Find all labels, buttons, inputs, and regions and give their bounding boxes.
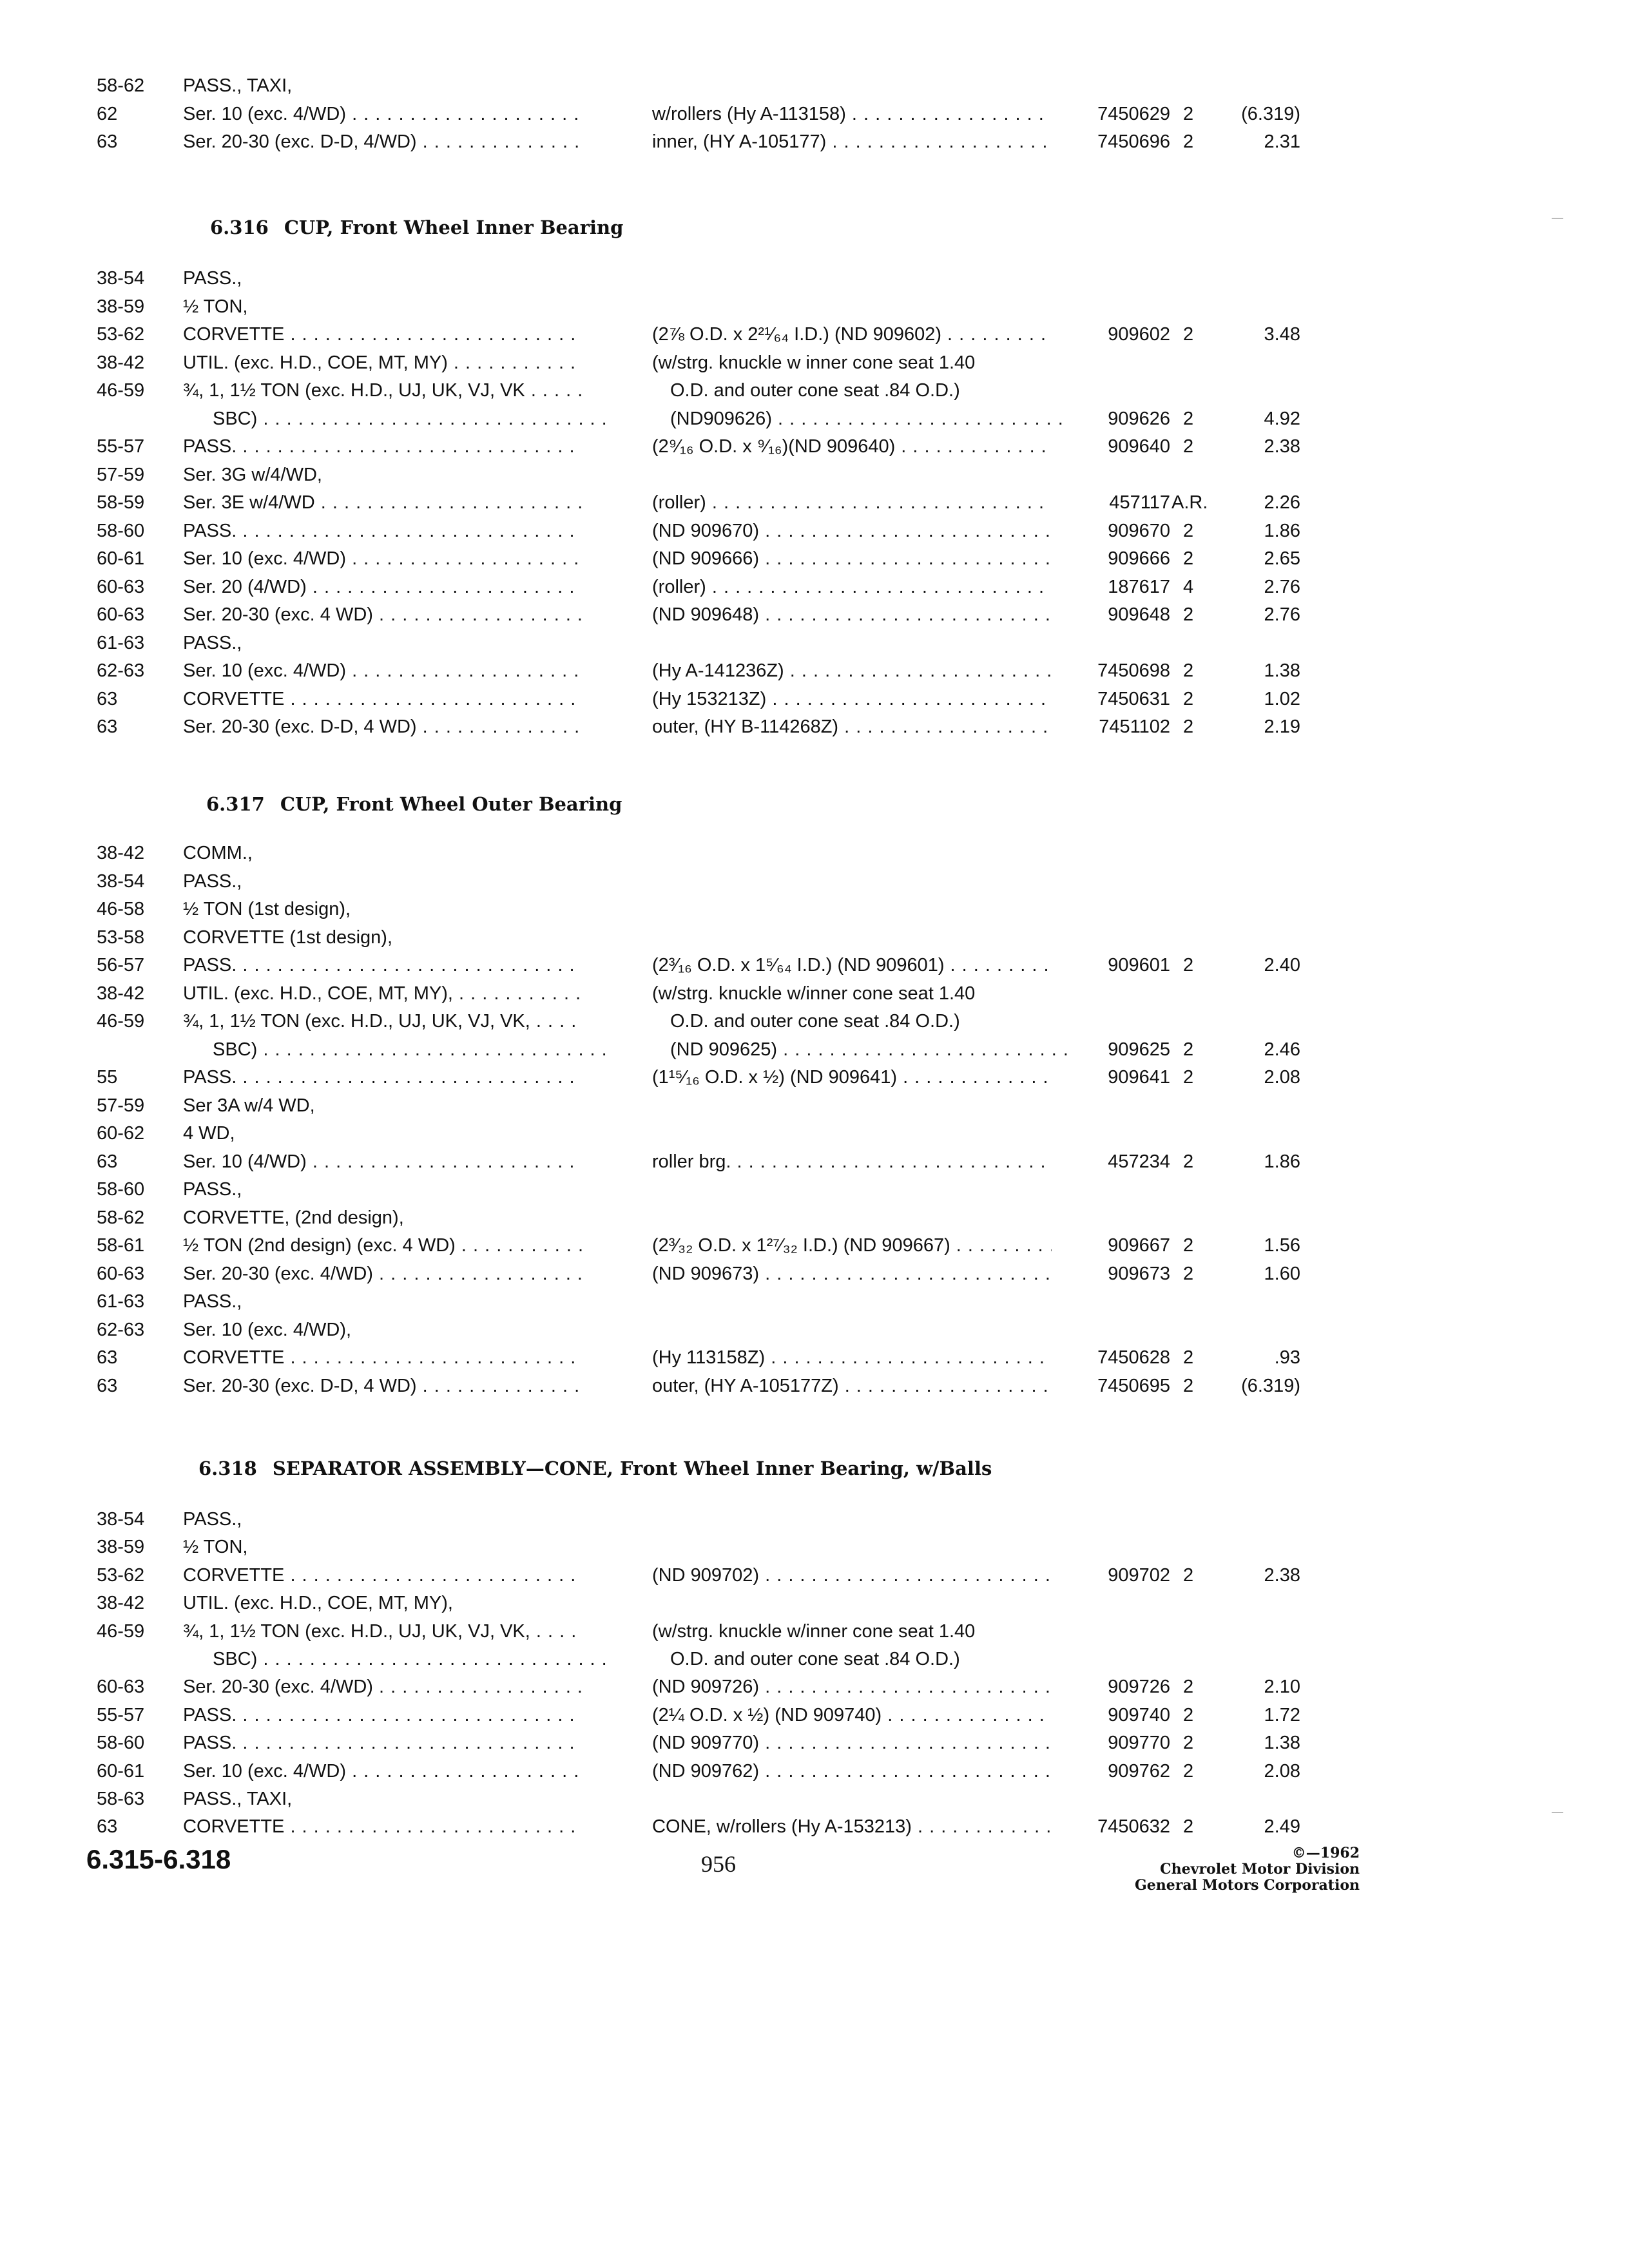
description: (2¼ O.D. x ½) (ND 909740) . . . [652, 1702, 1052, 1730]
continuation-section [0, 72, 1629, 157]
section-6316-table [0, 265, 1629, 742]
quantity: 2 [1183, 1151, 1194, 1172]
price: 3.48 [1264, 324, 1300, 345]
quantity: 2 [1183, 1375, 1194, 1396]
application: Ser. 20-30 (exc. D-D, 4 WD) . . . [183, 713, 583, 742]
part-number: 7450696 [1097, 131, 1170, 152]
parts-row [0, 1092, 1629, 1120]
quantity: 2 [1183, 716, 1194, 737]
part-number: 7450632 [1097, 1816, 1170, 1838]
section-title: SEPARATOR ASSEMBLY—CONE, Front Wheel Inner Bearing, w/Balls [272, 1457, 992, 1479]
application: ¾, 1, 1½ TON (exc. H.D., UJ, UK, VJ, VK . . . [183, 377, 583, 405]
model-years: 55-57 [97, 436, 145, 457]
description: CONE, w/rollers (Hy A-153213) . . . [652, 1813, 1052, 1841]
model-years: 38-54 [97, 268, 145, 289]
parts-row [0, 896, 1629, 924]
model-years: 38-54 [97, 870, 145, 892]
parts-row [0, 952, 1629, 980]
parts-row [0, 1204, 1629, 1233]
model-years: 56-57 [97, 955, 145, 975]
price: 2.10 [1264, 1677, 1300, 1698]
application: UTIL. (exc. H.D., COE, MT, MY), . . . [183, 980, 583, 1008]
quantity: 2 [1183, 1039, 1194, 1060]
application: CORVETTE, (2nd design), [183, 1207, 404, 1228]
margin-mark [1552, 1812, 1563, 1813]
price: .93 [1274, 1347, 1300, 1368]
parts-row [0, 1506, 1629, 1533]
description: (ND 909726) . . . [652, 1673, 1052, 1702]
model-years: 46-59 [97, 1620, 145, 1642]
application: PASS. . . . [183, 1064, 583, 1092]
application: ½ TON (2nd design) (exc. 4 WD) . . . [183, 1232, 583, 1260]
model-years: 55-57 [97, 1704, 145, 1725]
section-title: CUP, Front Wheel Inner Bearing [284, 216, 624, 238]
application: Ser. 10 (exc. 4/WD) . . . [183, 101, 583, 129]
part-number: 7450631 [1097, 688, 1170, 709]
description: (2³⁄₃₂ O.D. x 1²⁷⁄₃₂ I.D.) (ND 909667) . . . [652, 1232, 1052, 1260]
page-number: 956 [701, 1851, 736, 1877]
price: 1.60 [1264, 1263, 1300, 1284]
section-range-label: 6.315-6.318 [86, 1844, 231, 1874]
application: Ser. 3E w/4/WD . . . [183, 489, 583, 517]
model-years: 46-59 [97, 1011, 145, 1032]
parts-row [0, 1729, 1629, 1757]
description: (2³⁄₁₆ O.D. x 1⁵⁄₆₄ I.D.) (ND 909601) . . . [652, 952, 1052, 980]
part-number: 909667 [1108, 1235, 1170, 1256]
price: 4.92 [1264, 408, 1300, 429]
model-years: 55 [97, 1067, 118, 1088]
model-years: 62-63 [97, 660, 145, 681]
model-years: 58-62 [97, 1207, 145, 1228]
parts-row [0, 349, 1629, 378]
model-years: 53-62 [97, 1564, 145, 1586]
parts-row [0, 1344, 1629, 1372]
price: 2.26 [1264, 492, 1300, 513]
part-number: 909740 [1108, 1704, 1170, 1725]
model-years: 46-59 [97, 380, 145, 401]
model-years: 58-61 [97, 1235, 145, 1256]
price: 2.46 [1264, 1039, 1300, 1060]
application: PASS., TAXI, [183, 75, 293, 96]
parts-row [0, 128, 1629, 157]
copyright-corporation: General Motors Corporation [1134, 1877, 1360, 1894]
quantity: 4 [1183, 576, 1194, 597]
parts-row [0, 1673, 1629, 1701]
quantity: 2 [1183, 1816, 1194, 1838]
model-years: 63 [97, 1375, 118, 1396]
parts-row [0, 101, 1629, 129]
application: Ser. 20-30 (exc. 4 WD) . . . [183, 601, 583, 629]
part-number: 7451102 [1099, 716, 1170, 737]
model-years: 53-62 [97, 324, 145, 345]
price: 1.02 [1264, 688, 1300, 709]
price: 2.65 [1264, 548, 1300, 569]
price: 1.86 [1264, 520, 1300, 541]
application: Ser. 10 (exc. 4/WD) . . . [183, 1758, 583, 1786]
parts-row [0, 517, 1629, 546]
section-number: 6.316 [210, 216, 269, 238]
model-years: 63 [97, 1347, 118, 1368]
parts-row [0, 461, 1629, 490]
part-number: 187617 [1108, 576, 1170, 597]
copyright-year: ©—1962 [1291, 1845, 1360, 1861]
model-years: 60-63 [97, 1263, 145, 1284]
section-heading-6316 [210, 216, 623, 238]
price: (6.319) [1241, 103, 1300, 124]
model-years: 60-63 [97, 604, 145, 625]
description: (roller) . . . [652, 489, 1052, 517]
application: PASS., [183, 870, 242, 892]
description: (ND 909762) . . . [652, 1758, 1052, 1786]
application: PASS. . . . [183, 952, 583, 980]
section-number: 6.318 [198, 1457, 257, 1479]
copyright-notice [1135, 1845, 1360, 1894]
description: (ND 909673) . . . [652, 1260, 1052, 1289]
model-years: 60-61 [97, 1760, 145, 1782]
parts-row [0, 1064, 1629, 1092]
description: (w/strg. knuckle w/inner cone seat 1.40 [652, 1620, 976, 1642]
application: PASS. . . . [183, 433, 583, 461]
parts-row [0, 657, 1629, 686]
part-number: 909726 [1108, 1677, 1170, 1698]
part-number: 7450698 [1097, 660, 1170, 681]
application: Ser. 20-30 (exc. D-D, 4 WD) . . . [183, 1372, 583, 1401]
part-number: 909626 [1108, 408, 1170, 429]
parts-row [0, 980, 1629, 1008]
application: SBC) . . . [213, 1646, 612, 1674]
quantity: 2 [1183, 548, 1194, 569]
description: (ND 909625) . . . [670, 1036, 1070, 1064]
parts-row [0, 1316, 1629, 1345]
parts-row [0, 293, 1629, 322]
parts-row [0, 1618, 1629, 1646]
quantity: 2 [1183, 1733, 1194, 1754]
section-number: 6.317 [206, 793, 265, 815]
model-years: 38-54 [97, 1509, 145, 1530]
application: Ser. 10 (exc. 4/WD) . . . [183, 657, 583, 686]
parts-row [0, 545, 1629, 573]
quantity: 2 [1183, 1347, 1194, 1368]
quantity: 2 [1183, 660, 1194, 681]
quantity: 2 [1183, 1067, 1194, 1088]
description: O.D. and outer cone seat .84 O.D.) [670, 1011, 960, 1032]
application: Ser. 20-30 (exc. 4/WD) . . . [183, 1260, 583, 1289]
model-years: 61-63 [97, 1291, 145, 1312]
quantity: 2 [1183, 1677, 1194, 1698]
description: (ND909626) . . . [670, 405, 1070, 434]
price: 2.38 [1264, 1564, 1300, 1586]
price: 2.08 [1264, 1760, 1300, 1782]
model-years: 53-58 [97, 927, 145, 948]
parts-row [0, 573, 1629, 602]
part-number: 909673 [1108, 1263, 1170, 1284]
part-number: 909702 [1108, 1564, 1170, 1586]
quantity: 2 [1183, 688, 1194, 709]
parts-row [0, 1036, 1629, 1064]
model-years: 38-42 [97, 843, 145, 863]
description: (Hy 153213Z) . . . [652, 686, 1052, 714]
parts-row [0, 1533, 1629, 1561]
part-number: 909640 [1108, 436, 1170, 457]
parts-row [0, 686, 1629, 714]
description: outer, (HY B-114268Z) . . . [652, 713, 1052, 742]
parts-row [0, 868, 1629, 896]
description: (Hy A-141236Z) . . . [652, 657, 1052, 686]
part-number: 909625 [1108, 1039, 1170, 1060]
model-years: 57-59 [97, 464, 145, 485]
part-number: 909762 [1108, 1760, 1170, 1782]
model-years: 58-62 [97, 75, 145, 96]
model-years: 58-60 [97, 1179, 145, 1200]
section-6317-table [0, 840, 1629, 1400]
description: (2⁹⁄₁₆ O.D. x ⁹⁄₁₆)(ND 909640) . . . [652, 433, 1052, 461]
model-years: 63 [97, 716, 118, 737]
parts-row [0, 713, 1629, 742]
application: ½ TON, [183, 296, 248, 317]
description: w/rollers (Hy A-113158) . . . [652, 101, 1052, 129]
application: CORVETTE . . . [183, 686, 583, 714]
quantity: 2 [1183, 408, 1194, 429]
parts-row [0, 924, 1629, 952]
model-years: 62 [97, 103, 118, 124]
price: 2.31 [1264, 131, 1300, 152]
price: 2.76 [1264, 576, 1300, 597]
description: (ND 909648) . . . [652, 601, 1052, 629]
model-years: 38-42 [97, 1593, 145, 1614]
description: (Hy 113158Z) . . . [652, 1344, 1052, 1372]
quantity: 2 [1183, 1263, 1194, 1284]
application: PASS. . . . [183, 1729, 583, 1758]
application: PASS., [183, 1509, 242, 1530]
section-title: CUP, Front Wheel Outer Bearing [280, 793, 622, 815]
parts-row [0, 1176, 1629, 1204]
application: Ser. 10 (4/WD) . . . [183, 1148, 583, 1177]
application: UTIL. (exc. H.D., COE, MT, MY) . . . [183, 349, 583, 378]
application: CORVETTE (1st design), [183, 927, 393, 948]
price: 1.56 [1264, 1235, 1300, 1256]
quantity: 2 [1183, 604, 1194, 625]
parts-row [0, 1646, 1629, 1673]
model-years: 58-63 [97, 1788, 145, 1809]
part-number: 7450629 [1097, 103, 1170, 124]
application: PASS., [183, 1179, 242, 1200]
application: CORVETTE . . . [183, 1813, 583, 1841]
parts-row [0, 489, 1629, 517]
price: (6.319) [1241, 1375, 1300, 1396]
price: 2.38 [1264, 436, 1300, 457]
model-years: 38-59 [97, 296, 145, 317]
model-years: 63 [97, 131, 118, 152]
quantity: 2 [1183, 436, 1194, 457]
model-years: 58-59 [97, 492, 145, 513]
model-years: 58-60 [97, 520, 145, 541]
quantity: 2 [1183, 324, 1194, 345]
part-number: 909648 [1108, 604, 1170, 625]
parts-row [0, 1758, 1629, 1785]
application: Ser. 20-30 (exc. D-D, 4/WD) . . . [183, 128, 583, 157]
model-years: 58-60 [97, 1733, 145, 1754]
parts-row [0, 1288, 1629, 1316]
quantity: 2 [1183, 955, 1194, 975]
parts-row [0, 321, 1629, 349]
application: CORVETTE . . . [183, 1562, 583, 1590]
description: (ND 909770) . . . [652, 1729, 1052, 1758]
model-years: 62-63 [97, 1319, 145, 1340]
section-heading-6317 [206, 793, 622, 815]
description: (1¹⁵⁄₁₆ O.D. x ½) (ND 909641) . . . [652, 1064, 1052, 1092]
model-years: 63 [97, 688, 118, 709]
part-number: 909770 [1108, 1733, 1170, 1754]
price: 1.38 [1264, 1733, 1300, 1754]
model-years: 63 [97, 1816, 118, 1838]
model-years: 63 [97, 1151, 118, 1172]
section-6318-table [0, 1506, 1629, 1841]
quantity: A.R. [1171, 492, 1208, 513]
parts-row [0, 1590, 1629, 1617]
description: O.D. and outer cone seat .84 O.D.) [670, 1648, 960, 1669]
model-years: 38-59 [97, 1537, 145, 1558]
model-years: 60-63 [97, 576, 145, 597]
application: PASS., TAXI, [183, 1788, 293, 1809]
parts-row [0, 1813, 1629, 1841]
price: 2.49 [1264, 1816, 1300, 1838]
application: ¾, 1, 1½ TON (exc. H.D., UJ, UK, VJ, VK, . . . [183, 1618, 583, 1646]
parts-row [0, 1260, 1629, 1289]
model-years: 57-59 [97, 1095, 145, 1116]
application: UTIL. (exc. H.D., COE, MT, MY), [183, 1593, 453, 1614]
quantity: 2 [1183, 1704, 1194, 1725]
application: Ser. 10 (exc. 4/WD), [183, 1319, 352, 1340]
description: (2⅞ O.D. x 2²¹⁄₆₄ I.D.) (ND 909602) . . . [652, 321, 1052, 349]
parts-row [0, 1562, 1629, 1590]
parts-row [0, 72, 1629, 101]
application: Ser. 20 (4/WD) . . . [183, 573, 583, 602]
description: roller brg. . . . [652, 1148, 1052, 1177]
parts-row [0, 405, 1629, 434]
application: ½ TON (1st design), [183, 899, 351, 919]
application: 4 WD, [183, 1123, 235, 1144]
description: (ND 909666) . . . [652, 545, 1052, 573]
price: 2.40 [1264, 955, 1300, 975]
part-number: 457117 [1109, 492, 1170, 513]
parts-row [0, 265, 1629, 293]
application: ¾, 1, 1½ TON (exc. H.D., UJ, UK, VJ, VK, . . . [183, 1008, 583, 1036]
price: 2.08 [1264, 1067, 1300, 1088]
quantity: 2 [1183, 520, 1194, 541]
application: PASS., [183, 1291, 242, 1312]
part-number: 909670 [1108, 520, 1170, 541]
quantity: 2 [1183, 1235, 1194, 1256]
parts-row [0, 1120, 1629, 1148]
price: 1.86 [1264, 1151, 1300, 1172]
parts-row [0, 433, 1629, 461]
application: Ser 3A w/4 WD, [183, 1095, 315, 1116]
description: (roller) . . . [652, 573, 1052, 602]
parts-row [0, 1232, 1629, 1260]
model-years: 60-62 [97, 1123, 145, 1144]
part-number: 457234 [1108, 1151, 1170, 1172]
quantity: 2 [1183, 131, 1194, 152]
price: 1.72 [1264, 1704, 1300, 1725]
section-heading-6318 [198, 1457, 992, 1479]
price: 2.76 [1264, 604, 1300, 625]
application: CORVETTE . . . [183, 1344, 583, 1372]
description: (w/strg. knuckle w inner cone seat 1.40 [652, 352, 976, 373]
parts-row [0, 840, 1629, 868]
parts-row [0, 1372, 1629, 1401]
application: Ser. 10 (exc. 4/WD) . . . [183, 545, 583, 573]
quantity: 2 [1183, 1564, 1194, 1586]
model-years: 38-42 [97, 352, 145, 373]
model-years: 38-42 [97, 983, 145, 1004]
application: PASS., [183, 632, 242, 653]
application: COMM., [183, 843, 253, 863]
quantity: 2 [1183, 1760, 1194, 1782]
model-years: 46-58 [97, 899, 145, 919]
application: PASS. . . . [183, 1702, 583, 1730]
description: outer, (HY A-105177Z) . . . [652, 1372, 1052, 1401]
application: SBC) . . . [213, 1036, 612, 1064]
parts-row [0, 1702, 1629, 1729]
parts-row [0, 377, 1629, 405]
part-number: 909641 [1108, 1067, 1170, 1088]
application: CORVETTE . . . [183, 321, 583, 349]
application: Ser. 3G w/4/WD, [183, 464, 322, 485]
part-number: 909602 [1108, 324, 1170, 345]
application: PASS. . . . [183, 517, 583, 546]
part-number: 7450695 [1097, 1375, 1170, 1396]
model-years: 60-61 [97, 548, 145, 569]
model-years: 61-63 [97, 632, 145, 653]
margin-mark [1552, 218, 1563, 219]
price: 1.38 [1264, 660, 1300, 681]
description: (ND 909702) . . . [652, 1562, 1052, 1590]
parts-row [0, 1785, 1629, 1813]
part-number: 7450628 [1097, 1347, 1170, 1368]
application: Ser. 20-30 (exc. 4/WD) . . . [183, 1673, 583, 1702]
part-number: 909666 [1108, 548, 1170, 569]
part-number: 909601 [1108, 955, 1170, 975]
application: PASS., [183, 268, 242, 289]
parts-row [0, 1008, 1629, 1036]
description: inner, (HY A-105177) . . . [652, 128, 1052, 157]
description: O.D. and outer cone seat .84 O.D.) [670, 380, 960, 401]
model-years: 60-63 [97, 1677, 145, 1698]
parts-row [0, 601, 1629, 629]
copyright-division: Chevrolet Motor Division [1160, 1861, 1360, 1878]
price: 2.19 [1264, 716, 1300, 737]
description: (ND 909670) . . . [652, 517, 1052, 546]
application: SBC) . . . [213, 405, 612, 434]
parts-row [0, 1148, 1629, 1177]
parts-row [0, 629, 1629, 658]
description: (w/strg. knuckle w/inner cone seat 1.40 [652, 983, 976, 1004]
application: ½ TON, [183, 1537, 248, 1558]
quantity: 2 [1183, 103, 1194, 124]
